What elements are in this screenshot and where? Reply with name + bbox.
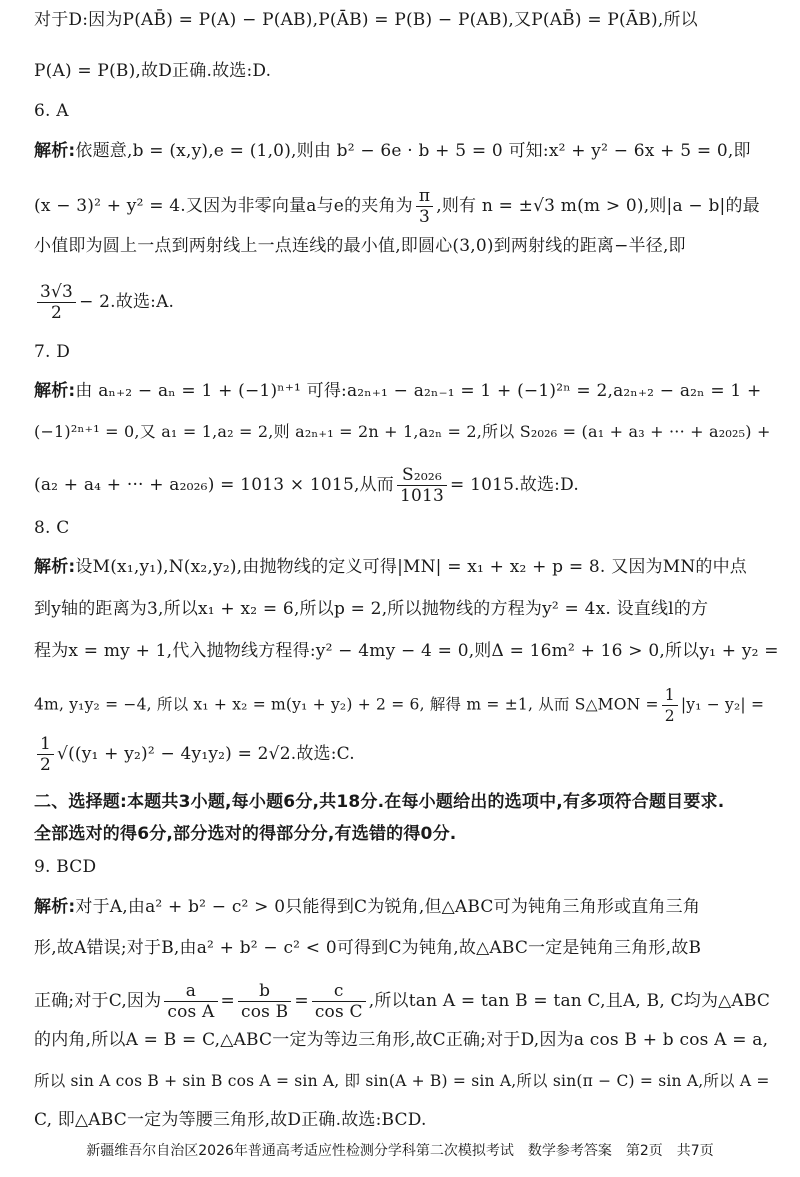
q7-text-3b: = 1015.故选:D.: [450, 475, 579, 495]
q7-line-2: (−1)²ⁿ⁺¹ = 0,又 a₁ = 1,a₂ = 2,则 a₂ₙ₊₁ = 2n + 1,a₂ₙ = 2,所以 S₂₀₂₆ = (a₁ + a₃ + ··· + a₂₀₂₅) +: [34, 422, 771, 441]
q9-line-3: 正确;对于C,因为 $\frac{a}{\text{cos A}}$ = $\frac{b}{\text{cos B}}$ = $\frac{c}{\text{cos C}}$ ,所以tan A = tan B = tan C,且A, B, C均为△ABC: [34, 981, 771, 1022]
q6-heading: 6. A: [34, 101, 69, 121]
page-footer: 新疆维吾尔自治区2026年普通高考适应性检测分学科第二次模拟考试 数学参考答案 第2页 共7页: [86, 1143, 714, 1159]
q9-fraction-c-numerator: c: [312, 981, 366, 1002]
q8-text-5b: √((y₁ + y₂)² − 4y₁y₂) = 2√2.故选:C.: [57, 744, 355, 764]
q7-line-1: [34, 379, 786, 403]
q9-label: 解析:: [34, 897, 76, 917]
q8-heading: 8. C: [34, 518, 70, 538]
q9-fraction-c-denominator: cos C: [314, 1002, 363, 1022]
q8-half-numerator: 1: [662, 685, 678, 706]
q7-line-3: [34, 465, 786, 506]
q9-line-5: 所以 sin A cos B + sin B cos A = sin A, 即 sin(A + B) = sin A,所以 sin(π − C) = sin A,所以 A =: [34, 1072, 770, 1090]
q8-half-fraction: [662, 685, 678, 726]
q6-label: 解析:: [34, 141, 76, 161]
q8-text-1: 设M(x₁,y₁),N(x₂,y₂),由抛物线的定义可得|MN| = x₁ + x₂ + p = 8. 又因为MN的中点: [75, 557, 748, 577]
q6-answer-fraction: [37, 282, 76, 323]
q8-line-1: [34, 555, 786, 579]
q6-line-4: [34, 282, 786, 323]
q6-answer-denominator: 2: [51, 303, 63, 323]
q6-line-2: [34, 186, 786, 227]
q7-denominator: 1013: [399, 486, 445, 506]
q9-fraction-a-denominator: cos A: [167, 1002, 215, 1022]
q8-text-4a: 4m, y₁y₂ = −4, 所以 x₁ + x₂ = m(y₁ + y₂) + 2 = 6, 解得 m = ±1, 从而 S△MON =: [34, 695, 659, 714]
q6-pi-numerator: π: [416, 186, 433, 207]
q6-text-2a: (x − 3)² + y² = 4.又因为非零向量a与e的夹角为: [34, 196, 413, 216]
q9-fraction-c: [312, 981, 366, 1022]
q9-text-3b: ,所以tan A = tan B = tan C,且A, B, C均为△ABC: [368, 991, 771, 1011]
q7-text-1: 由 aₙ₊₂ − aₙ = 1 + (−1)ⁿ⁺¹ 可得:a₂ₙ₊₁ − a₂ₙ₋₁ = 1 + (−1)²ⁿ = 2,a₂ₙ₊₂ − a₂ₙ = 1 +: [75, 381, 762, 401]
q6-text-1: 依题意,b = (x,y),e = (1,0),则由 b² − 6e · b + 5 = 0 可知:x² + y² − 6x + 5 = 0,即: [75, 141, 751, 161]
prev-line-1: 对于D:因为P(AB̄) = P(A) − P(AB),P(ĀB) = P(B) − P(AB),又P(AB̄) = P(ĀB),所以: [34, 10, 698, 30]
q7-numerator: S₂₀₂₆: [397, 465, 447, 486]
q7-heading: 7. D: [34, 342, 71, 362]
q9-fraction-b-denominator: cos B: [240, 1002, 289, 1022]
q6-answer-numerator: 3√3: [37, 282, 76, 303]
section-2-line-1: 二、选择题:本题共3小题,每小题6分,共18分.在每小题给出的选项中,有多项符合题目要求.: [34, 792, 725, 812]
q9-line-1: [34, 895, 786, 919]
q8-half-denominator-2: 2: [40, 755, 52, 775]
q9-line-4: 的内角,所以A = B = C,△ABC一定为等边三角形,故C正确;对于D,因为a cos B + b cos A = a,: [34, 1030, 769, 1050]
q9-fraction-b: [238, 981, 291, 1022]
q7-text-3a: (a₂ + a₄ + ··· + a₂₀₂₆) = 1013 × 1015,从而: [34, 475, 394, 495]
q8-label: 解析:: [34, 557, 76, 577]
q7-fraction: [397, 465, 447, 506]
prev-line-2: P(A) = P(B),故D正确.故选:D.: [34, 61, 272, 81]
section-2-line-2: 全部选对的得6分,部分选对的得部分分,有选错的得0分.: [34, 824, 457, 844]
q8-line-2: 到y轴的距离为3,所以x₁ + x₂ = 6,所以p = 2,所以抛物线的方程为y² = 4x. 设直线l的方: [34, 599, 709, 619]
q6-text-2b: ,则有 n = ±√3 m(m > 0),则|a − b|的最: [436, 196, 760, 216]
q6-pi-fraction: [416, 186, 433, 227]
q9-line-6: C, 即△ABC一定为等腰三角形,故D正确.故选:BCD.: [34, 1110, 427, 1130]
q8-line-4: [34, 685, 786, 726]
q8-half-fraction-2: [37, 734, 54, 775]
q9-line-2: 形,故A错误;对于B,由a² + b² − c² < 0可得到C为钝角,故△ABC一定是钝角三角形,故B: [34, 938, 702, 958]
q6-text-4b: − 2.故选:A.: [79, 292, 175, 312]
q9-fraction-b-numerator: b: [238, 981, 291, 1002]
q8-half-numerator-2: 1: [37, 734, 54, 755]
q6-line-3: 小值即为圆上一点到两射线上一点连线的最小值,即圆心(3,0)到两射线的距离−半径,即: [34, 236, 686, 256]
q9-text-1: 对于A,由a² + b² − c² > 0只能得到C为锐角,但△ABC可为钝角三角形或直角三角: [75, 897, 701, 917]
q9-fraction-a-numerator: a: [164, 981, 217, 1002]
q6-pi-denominator: 3: [419, 207, 431, 227]
q8-line-3: 程为x = my + 1,代入抛物线方程得:y² − 4my − 4 = 0,则Δ = 16m² + 16 > 0,所以y₁ + y₂ =: [34, 641, 779, 661]
q8-line-5: [34, 734, 786, 775]
q8-text-4b: |y₁ − y₂| =: [680, 695, 765, 714]
q9-fraction-a: [164, 981, 217, 1022]
q6-line-1: [34, 139, 786, 163]
q9-text-3a: 正确;对于C,因为: [34, 991, 162, 1011]
q8-half-denominator: 2: [664, 707, 675, 725]
q9-heading: 9. BCD: [34, 857, 97, 877]
q7-label: 解析:: [34, 381, 76, 401]
